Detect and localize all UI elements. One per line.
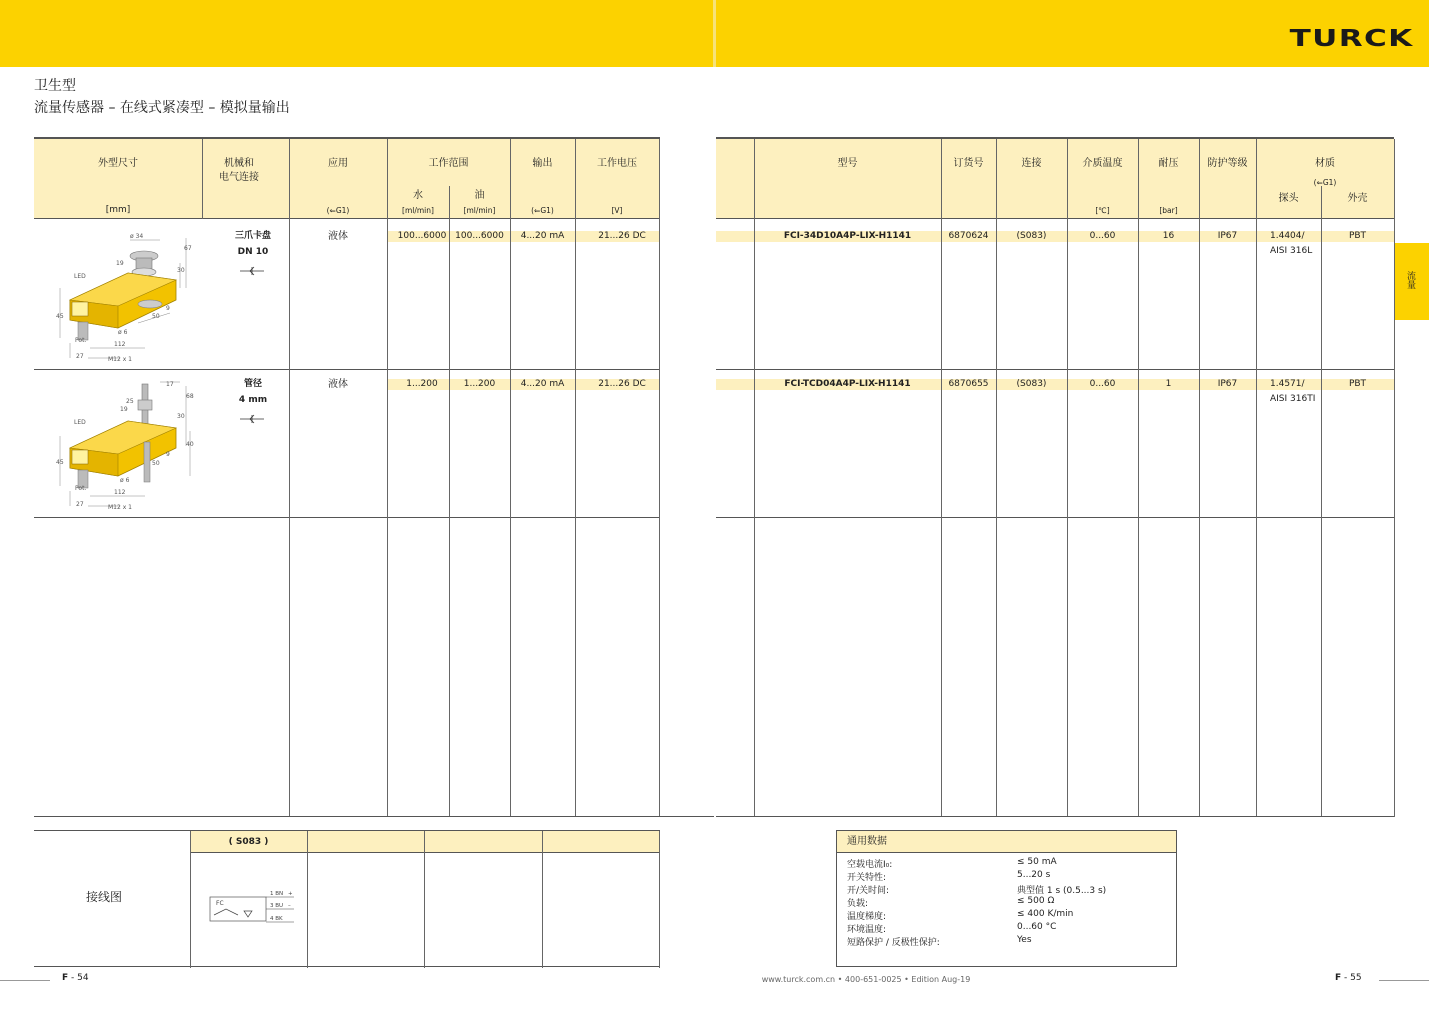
side-tab-label: 流量	[1405, 271, 1415, 289]
dimension-drawing-row2	[50, 376, 200, 512]
col-divider	[1321, 186, 1322, 816]
dim-label: 68	[186, 393, 194, 400]
connection: (S083)	[1016, 231, 1047, 241]
pressure: 16	[1162, 231, 1175, 241]
dim-label: 17	[166, 381, 174, 388]
footer-contact[interactable]: www.turck.com.cn • 400-651-0025 • Edition Aug-19	[761, 975, 971, 984]
general-key: 开关特性:	[847, 873, 887, 883]
mech-title: 管径	[243, 379, 262, 389]
row-divider	[34, 517, 660, 518]
general-value: 0...60 °C	[1017, 922, 1057, 932]
dim-label: 27	[76, 501, 84, 508]
wire-plus: +	[288, 891, 293, 897]
pressure: 1	[1165, 379, 1172, 389]
wire-bk: 4 BK	[270, 916, 283, 922]
col-header-pressure: 耐压	[1158, 158, 1179, 169]
col-unit-application: (⇐G1)	[326, 206, 350, 215]
general-key: 开/关时间:	[847, 886, 890, 896]
page-gutter	[713, 0, 716, 67]
general-value: Yes	[1017, 935, 1032, 945]
pipe-connection-icon	[240, 261, 264, 271]
wiring-label: 接线图	[85, 890, 122, 904]
dim-label: 30	[177, 413, 185, 420]
col-divider	[424, 831, 425, 968]
col-sub-material: (⇐G1)	[1313, 178, 1337, 187]
dim-label: 67	[184, 245, 192, 252]
side-tab-flow[interactable]	[1395, 243, 1429, 320]
dim-label: 19	[116, 260, 124, 267]
col-unit-dims: [mm]	[105, 205, 131, 215]
medium-temp: 0...60	[1089, 231, 1116, 241]
wiring-section	[34, 830, 660, 967]
col-unit-pressure: [bar]	[1159, 206, 1178, 215]
col-header-connection: 连接	[1021, 158, 1042, 169]
col-divider	[202, 139, 203, 219]
probe-material: AISI 316L	[1270, 246, 1313, 256]
col-header-model: 型号	[837, 158, 858, 169]
col-header-range: 工作范围	[428, 158, 469, 169]
col-header-oil: 油	[474, 190, 485, 201]
page-category: 卫生型	[34, 78, 76, 94]
dim-label: 112	[114, 341, 126, 348]
dim-label: ø 34	[130, 233, 144, 240]
page-section: F	[1335, 973, 1342, 983]
general-key: 空载电流I₀:	[847, 860, 893, 870]
pot-label: Pot.	[75, 485, 87, 492]
row-divider	[716, 517, 1394, 518]
model-number[interactable]: FCI-TCD04A4P-LIX-H1141	[784, 379, 911, 389]
col-header-mech: 机械和 电气连接	[219, 158, 259, 183]
dim-label: 50	[152, 313, 160, 320]
mech-sub: 4 mm	[238, 395, 268, 405]
probe-material: 1.4404/	[1270, 231, 1305, 241]
turck-logo: TURCK	[1289, 26, 1414, 52]
row-divider	[34, 369, 660, 370]
dim-label: 50	[152, 460, 160, 467]
col-header-order: 订货号	[953, 158, 984, 169]
col-header-water: 水	[413, 190, 423, 201]
general-key: 环境温度:	[847, 925, 887, 935]
wire-bu: 3 BU	[270, 903, 284, 909]
dim-label: 25	[126, 398, 134, 405]
col-divider	[659, 831, 660, 968]
general-key: 短路保护 / 反极性保护:	[847, 938, 940, 948]
col-unit-temp: [℃]	[1095, 206, 1110, 215]
dim-label: ø 6	[118, 329, 128, 336]
led-label: LED	[74, 419, 86, 426]
application: 液体	[328, 379, 348, 390]
col-header-output: 输出	[532, 158, 553, 169]
order-number: 6870624	[948, 231, 989, 241]
probe-material: AISI 316TI	[1270, 394, 1316, 404]
col-divider	[307, 831, 308, 968]
col-header-application: 应用	[328, 158, 348, 169]
general-key: 负载:	[847, 899, 869, 909]
dim-label: M12 x 1	[108, 356, 132, 363]
wiring-code: ( S083 )	[228, 837, 269, 847]
mech-title: 三爪卡盘	[234, 231, 271, 241]
protection-class: IP67	[1217, 379, 1238, 389]
general-value: ≤ 50 mA	[1017, 857, 1057, 867]
col-header-material: 材质	[1315, 158, 1335, 169]
general-key: 温度梯度:	[847, 912, 887, 922]
col-header-probe: 探头	[1278, 193, 1299, 204]
col-divider	[542, 831, 543, 968]
led-label: LED	[74, 273, 86, 280]
dim-label: 9	[166, 451, 170, 458]
voltage: 21...26 DC	[598, 231, 646, 241]
mech-sub: DN 10	[237, 247, 269, 257]
range-water: 1...200	[406, 379, 438, 389]
table-bottom	[716, 816, 1394, 817]
row-divider	[716, 369, 1394, 370]
dim-label: 27	[76, 353, 84, 360]
general-data-box	[836, 830, 1177, 967]
application: 液体	[328, 231, 348, 242]
col-unit-water: [ml/min]	[402, 206, 434, 215]
page-title: 流量传感器 – 在线式紧凑型 – 模拟量输出	[34, 100, 290, 116]
general-value: 典型值 1 s (0.5...3 s)	[1017, 886, 1107, 896]
col-header-protection: 防护等级	[1207, 158, 1248, 169]
output: 4...20 mA	[520, 231, 565, 241]
protection-class: IP67	[1217, 231, 1238, 241]
pot-label: Pot.	[75, 337, 87, 344]
col-header-dims: 外型尺寸	[98, 158, 138, 169]
col-unit-voltage: [V]	[611, 206, 623, 215]
housing-material: PBT	[1348, 231, 1367, 241]
col-header-medium-temp: 介质温度	[1082, 158, 1123, 169]
connection: (S083)	[1016, 379, 1047, 389]
probe-material: 1.4571/	[1270, 379, 1305, 389]
dim-label: 45	[56, 459, 64, 466]
page-num: - 55	[1341, 973, 1362, 983]
footer-rule	[1379, 980, 1429, 981]
housing-material: PBT	[1348, 379, 1367, 389]
dim-label: 9	[166, 305, 170, 312]
pipe-connection-icon	[240, 409, 264, 419]
dim-label: 112	[114, 489, 126, 496]
dim-label: 30	[177, 267, 185, 274]
col-divider	[1256, 139, 1257, 816]
dimension-drawing-row1	[50, 228, 200, 364]
range-oil: 100...6000	[455, 231, 504, 241]
dim-label: ø 6	[120, 477, 130, 484]
voltage: 21...26 DC	[598, 379, 646, 389]
col-unit-oil: [ml/min]	[463, 206, 496, 215]
general-value: ≤ 500 Ω	[1017, 896, 1055, 906]
order-number: 6870655	[948, 379, 989, 389]
col-divider	[1394, 139, 1395, 817]
col-unit-output: (⇐G1)	[531, 206, 554, 215]
dim-label: 19	[120, 406, 128, 413]
col-divider	[449, 186, 450, 816]
dim-label: 40	[186, 441, 194, 448]
medium-temp: 0...60	[1089, 379, 1116, 389]
dim-label: 45	[56, 313, 64, 320]
col-header-housing: 外壳	[1347, 193, 1368, 204]
general-value: ≤ 400 K/min	[1017, 909, 1074, 919]
wire-bn: 1 BN	[270, 891, 284, 897]
range-oil: 1...200	[463, 379, 496, 389]
page-number-left	[62, 973, 89, 983]
footer-rule	[0, 980, 50, 981]
page-num: - 54	[68, 973, 89, 983]
dim-label: M12 x 1	[108, 504, 132, 511]
page-number-right	[1335, 973, 1362, 983]
col-divider	[190, 831, 191, 968]
col-header-voltage: 工作电压	[597, 158, 637, 169]
wiring-empty-header	[307, 831, 659, 853]
general-data-title: 通用数据	[837, 831, 1176, 853]
range-water: 100...6000	[397, 231, 447, 241]
page-section: F	[62, 973, 69, 983]
model-number[interactable]: FCI-34D10A4P-LIX-H1141	[783, 231, 912, 241]
wire-minus: –	[288, 903, 291, 909]
output: 4...20 mA	[520, 379, 565, 389]
general-value: 5...20 s	[1017, 870, 1051, 880]
wiring-diagram	[206, 889, 301, 929]
table-bottom	[34, 816, 714, 817]
fc-label: FC	[216, 900, 224, 907]
